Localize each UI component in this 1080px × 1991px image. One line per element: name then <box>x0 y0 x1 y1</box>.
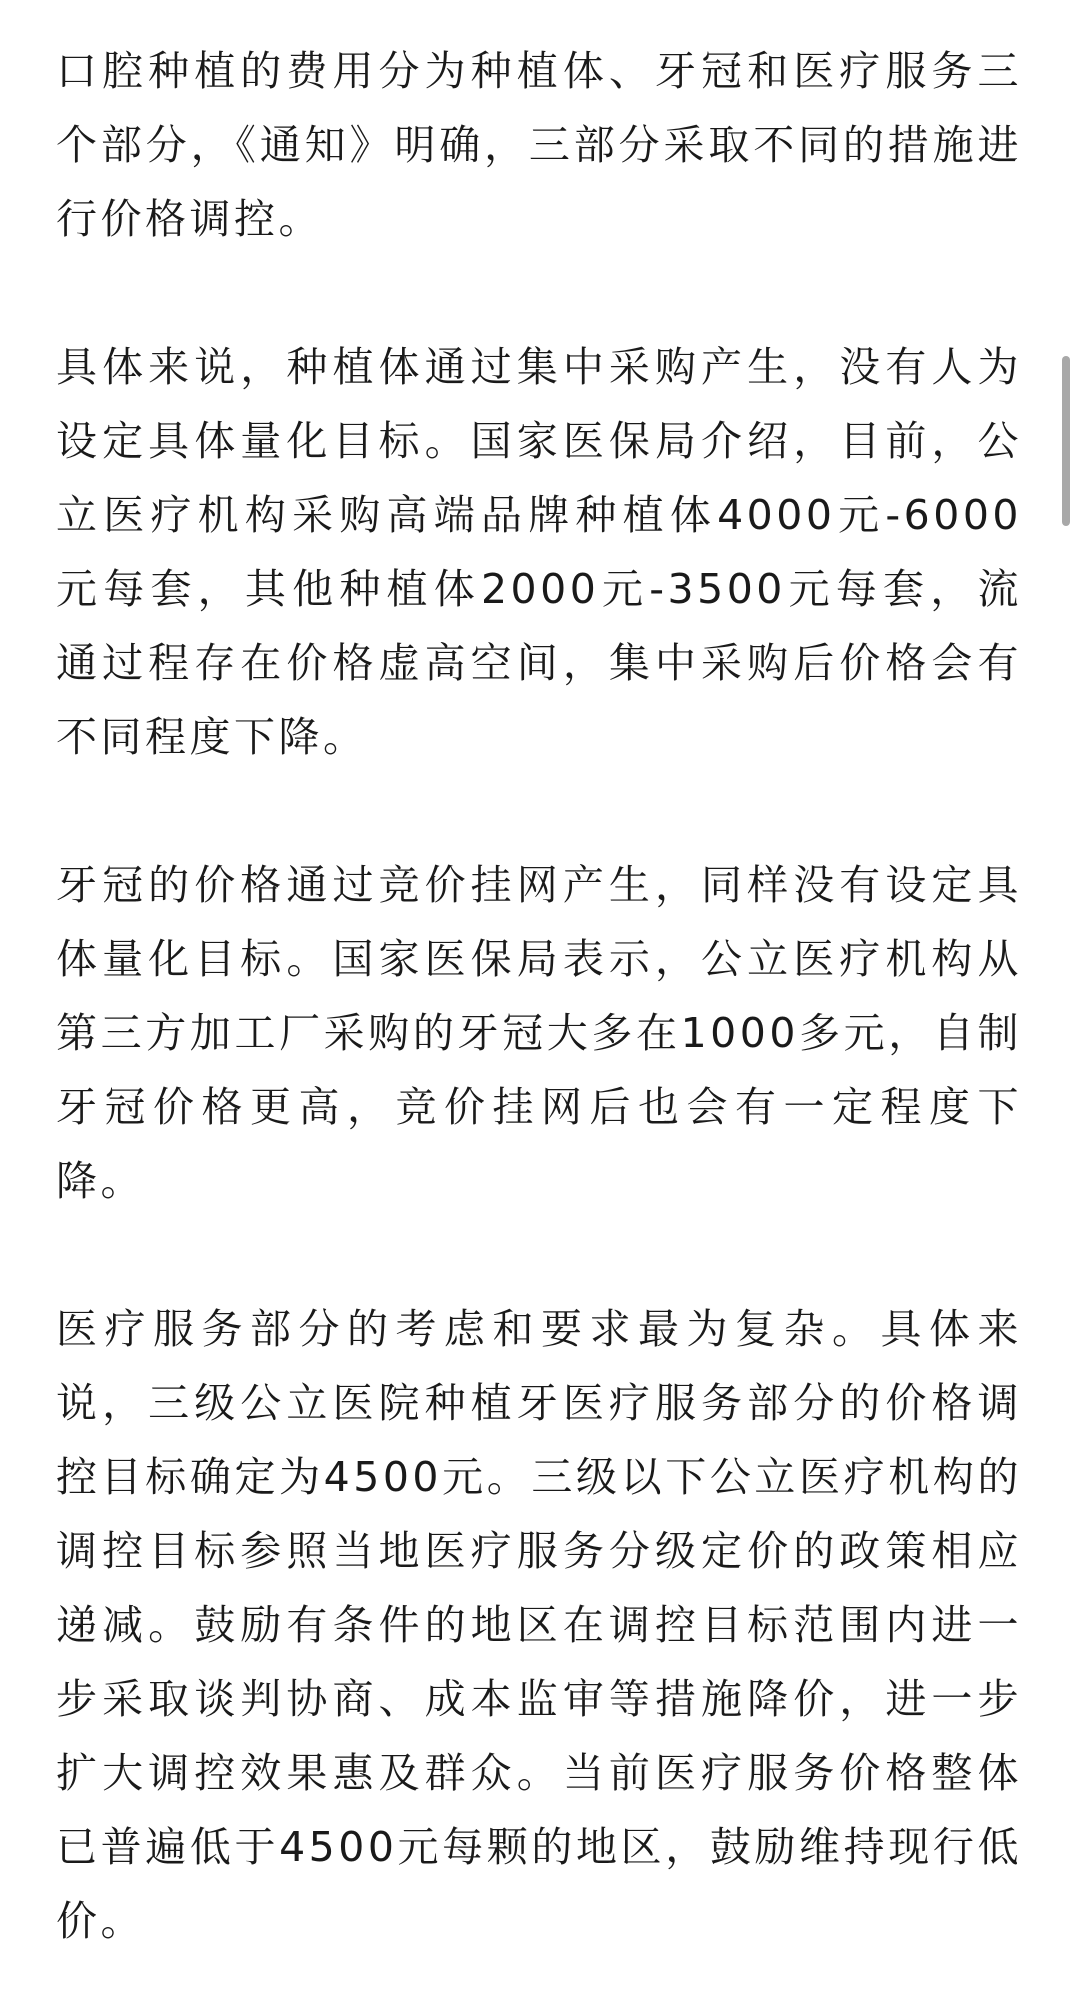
article-paragraph-1: 口腔种植的费用分为种植体、牙冠和医疗服务三个部分，《通知》明确，三部分采取不同的措施进行价格调控。 <box>56 47 1022 243</box>
article-paragraph-2: 具体来说，种植体通过集中采购产生，没有人为设定具体量化目标。国家医保局介绍，目前，公立医疗机构采购高端品牌种植体4000元-6000元每套，其他种植体2000元-3500元每套，流通过程存在价格虚高空间，集中采购后价格会有不同程度下降。 <box>56 343 1022 761</box>
scrollbar-thumb[interactable] <box>1062 356 1070 526</box>
article-paragraph-4: 医疗服务部分的考虑和要求最为复杂。具体来说，三级公立医院种植牙医疗服务部分的价格调控目标确定为4500元。三级以下公立医疗机构的调控目标参照当地医疗服务分级定价的政策相应递减。鼓励有条件的地区在调控目标范围内进一步采取谈判协商、成本监审等措施降价，进一步扩大调控效果惠及群众。当前医疗服务价格整体已普遍低于4500元每颗的地区，鼓励维持现行低价。 <box>56 1305 1022 1945</box>
article-paragraph-3: 牙冠的价格通过竞价挂网产生，同样没有设定具体量化目标。国家医保局表示，公立医疗机构从第三方加工厂采购的牙冠大多在1000多元，自制牙冠价格更高，竞价挂网后也会有一定程度下降。 <box>56 861 1022 1205</box>
article-body <box>56 34 1022 1958</box>
scrollbar[interactable] <box>1060 0 1072 1991</box>
